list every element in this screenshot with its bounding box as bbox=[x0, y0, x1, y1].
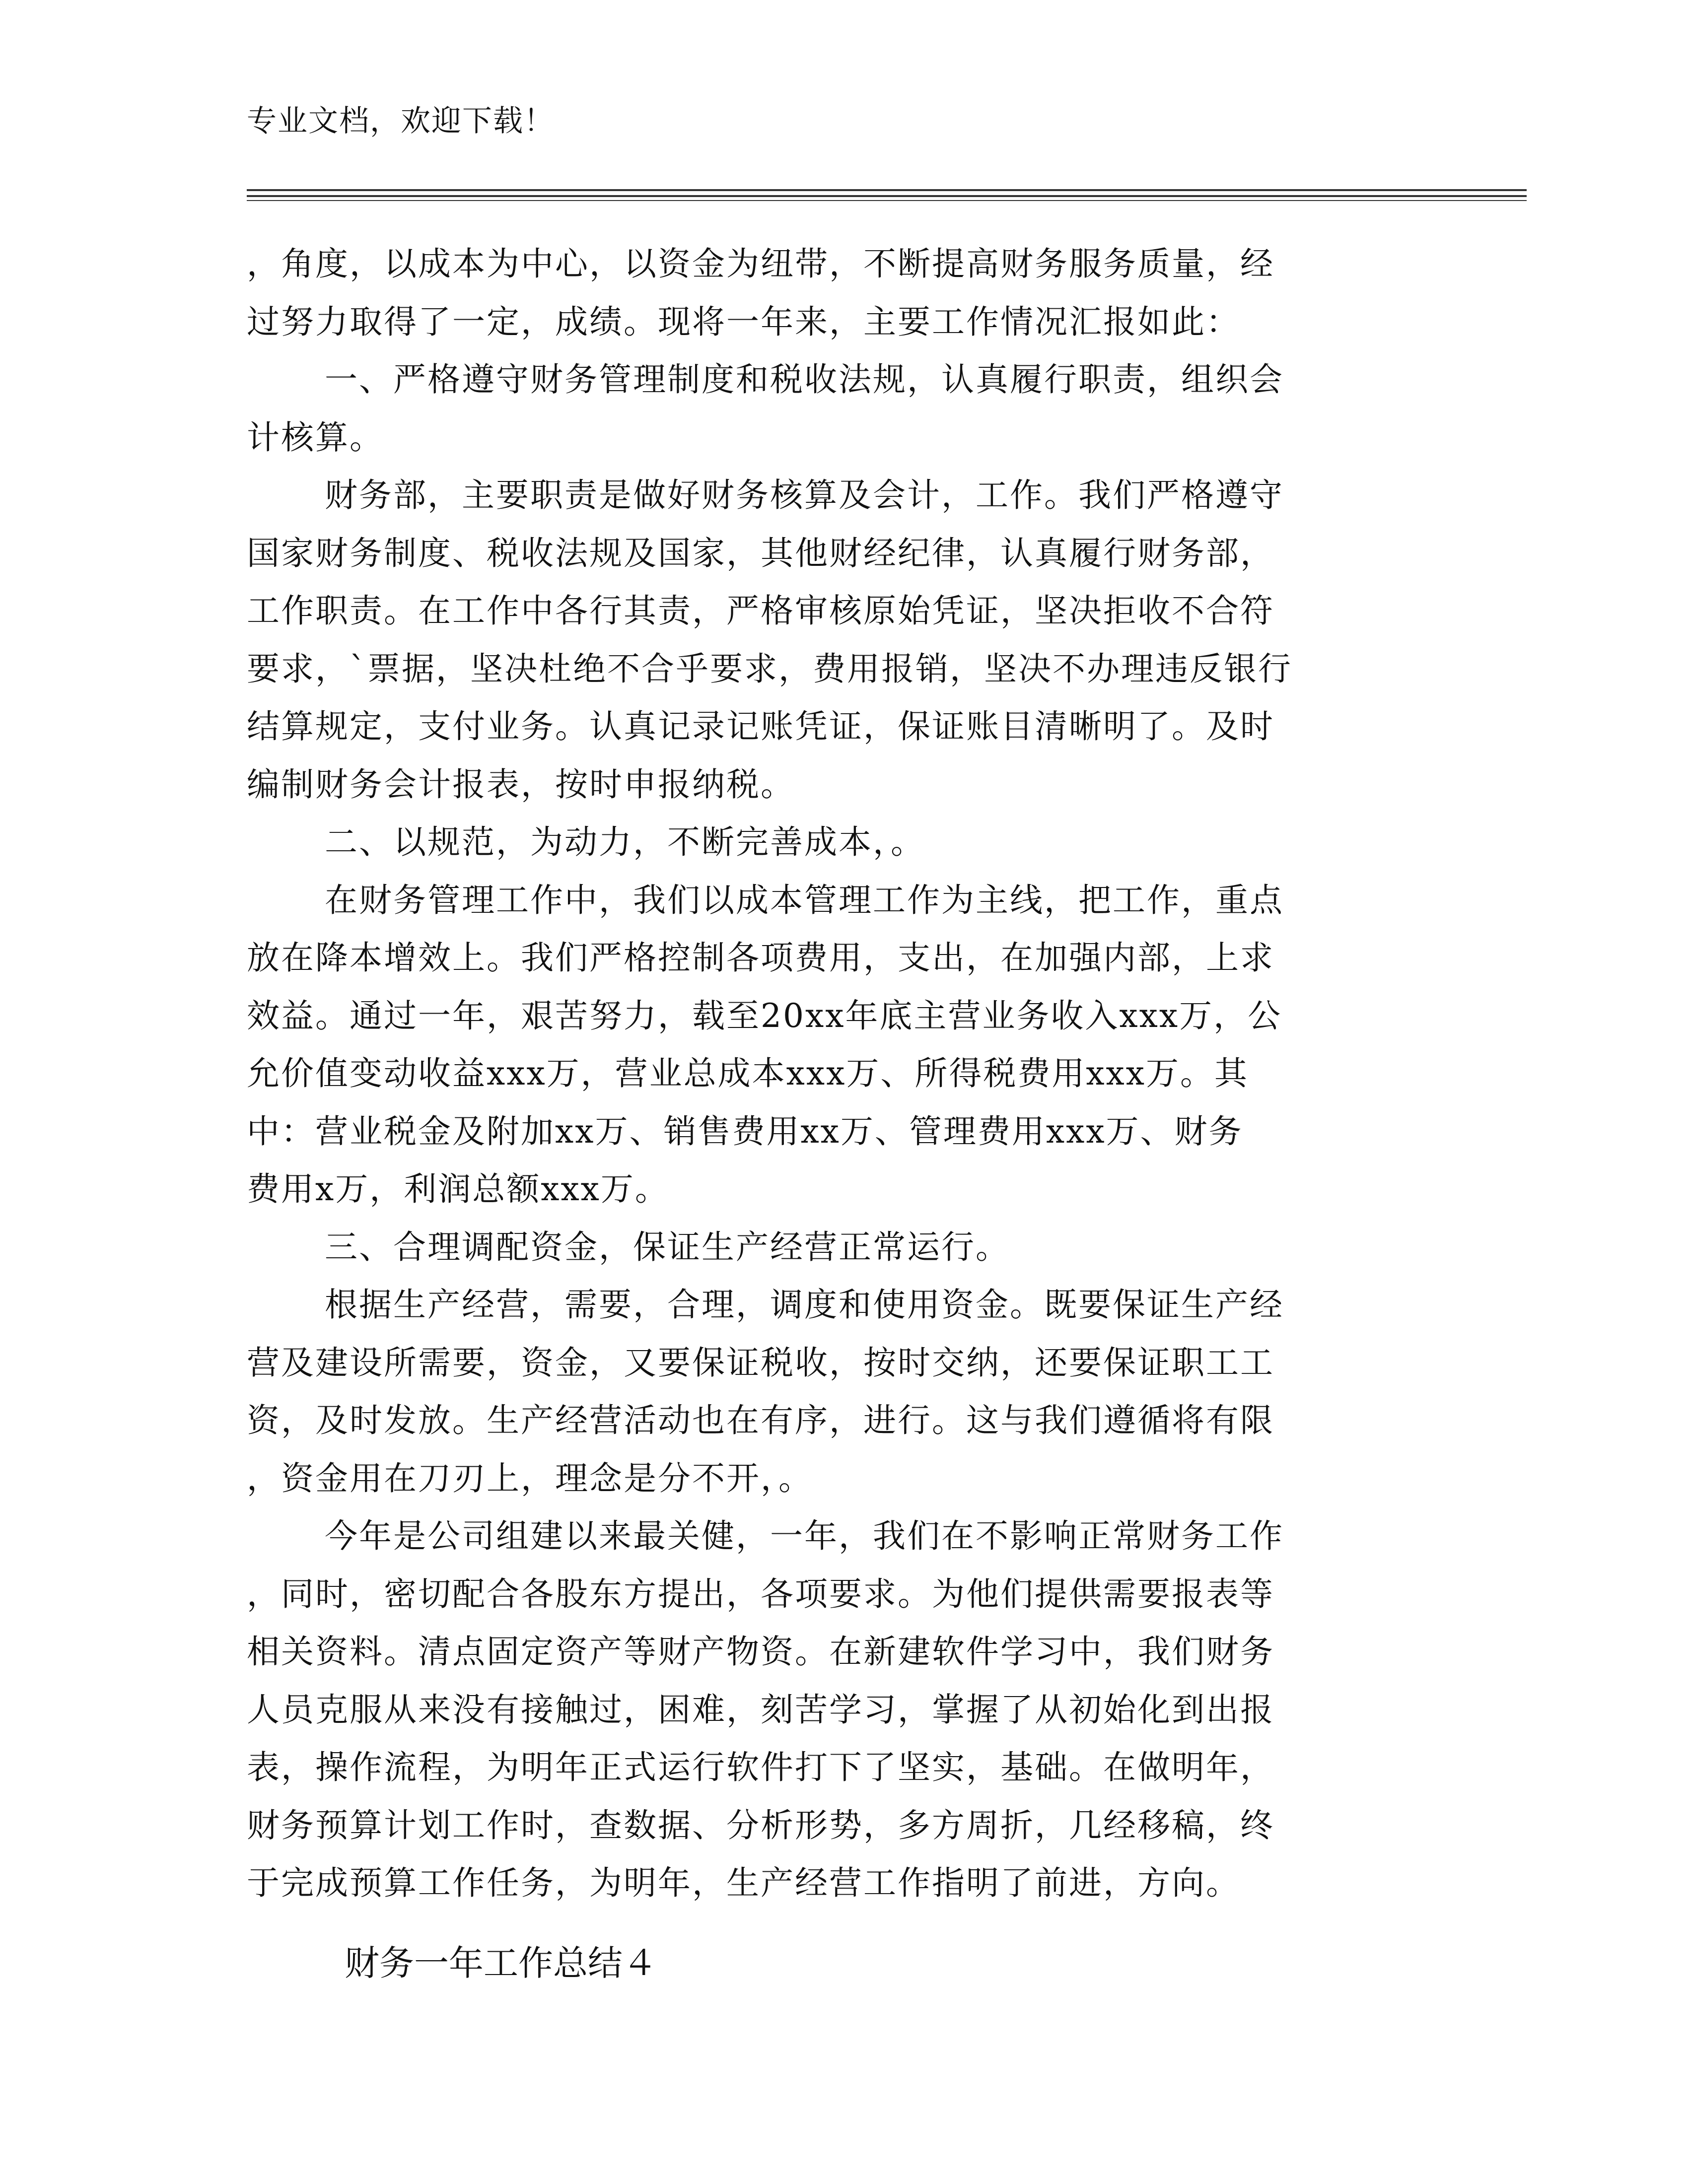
body-line: 今年是公司组建以来最关健，一年，我们在不影响正常财务工作 bbox=[325, 1517, 1284, 1555]
document-body bbox=[247, 235, 1438, 1912]
header-rule-mid bbox=[247, 195, 1527, 197]
body-line: ，角度，以成本为中心，以资金为纽带，不断提高财务服务质量，经 bbox=[247, 245, 1274, 283]
body-line: 计核算。 bbox=[247, 418, 384, 457]
body-line: 结算规定，支付业务。认真记录记账凭证，保证账目清晰明了。及时 bbox=[247, 707, 1274, 746]
body-line: 于完成预算工作任务，为明年，生产经营工作指明了前进，方向。 bbox=[247, 1864, 1240, 1902]
section-heading-2: 二、以规范，为动力，不断完善成本，。 bbox=[325, 823, 925, 861]
body-line: 营及建设所需要，资金，又要保证税收，按时交纳，还要保证职工工 bbox=[247, 1343, 1274, 1382]
body-line: 财务部，主要职责是做好财务核算及会计，工作。我们严格遵守 bbox=[325, 476, 1284, 514]
section-heading-3: 三、合理调配资金，保证生产经营正常运行。 bbox=[325, 1228, 1010, 1266]
body-line: 表，操作流程，为明年正式运行软件打下了坚实，基础。在做明年， bbox=[247, 1748, 1274, 1786]
section-title: 财务一年工作总结４ bbox=[345, 1943, 657, 1983]
body-line: 编制财务会计报表，按时申报纳税。 bbox=[247, 765, 795, 804]
body-line: 中：营业税金及附加xx万、销售费用xx万、管理费用xxx万、财务 bbox=[247, 1112, 1243, 1151]
body-line: 根据生产经营，需要，合理，调度和使用资金。既要保证生产经 bbox=[325, 1286, 1284, 1324]
body-line: 资，及时发放。生产经营活动也在有序，进行。这与我们遵循将有限 bbox=[247, 1401, 1274, 1439]
header-rule-thick bbox=[247, 189, 1527, 191]
body-line: 国家财务制度、税收法规及国家，其他财经纪律，认真履行财务部， bbox=[247, 534, 1274, 572]
body-line: 人员克服从来没有接触过，困难，刻苦学习，掌握了从初始化到出报 bbox=[247, 1690, 1274, 1729]
body-line: ，同时，密切配合各股东方提出，各项要求。为他们提供需要报表等 bbox=[247, 1574, 1274, 1613]
body-line: 放在降本增效上。我们严格控制各项费用，支出，在加强内部，上求 bbox=[247, 939, 1274, 977]
body-line: 效益。通过一年，艰苦努力，载至20xx年底主营业务收入xxx万，公 bbox=[247, 996, 1282, 1035]
body-line: 财务预算计划工作时，查数据、分析形势，多方周折，几经移稿，终 bbox=[247, 1806, 1274, 1844]
body-line: 要求，`票据，坚决杜绝不合乎要求，费用报销，坚决不办理违反银行 bbox=[247, 649, 1292, 688]
body-line: ，资金用在刀刃上，理念是分不开，。 bbox=[247, 1459, 813, 1498]
body-line: 过努力取得了一定，成绩。现将一年来，主要工作情况汇报如此： bbox=[247, 302, 1240, 341]
page-header: 专业文档，欢迎下载！ bbox=[247, 104, 555, 138]
body-line: 费用x万，利润总额xxx万。 bbox=[247, 1170, 669, 1208]
body-line: 工作职责。在工作中各行其责，严格审核原始凭证，坚决拒收不合符 bbox=[247, 592, 1274, 630]
body-line: 允价值变动收益xxx万，营业总成本xxx万、所得税费用xxx万。其 bbox=[247, 1054, 1249, 1092]
body-line: 在财务管理工作中，我们以成本管理工作为主线，把工作，重点 bbox=[325, 881, 1284, 919]
section-heading-1: 一、严格遵守财务管理制度和税收法规，认真履行职责，组织会 bbox=[325, 360, 1284, 399]
body-line: 相关资料。清点固定资产等财产物资。在新建软件学习中，我们财务 bbox=[247, 1633, 1274, 1671]
header-rule-thin bbox=[247, 200, 1527, 201]
